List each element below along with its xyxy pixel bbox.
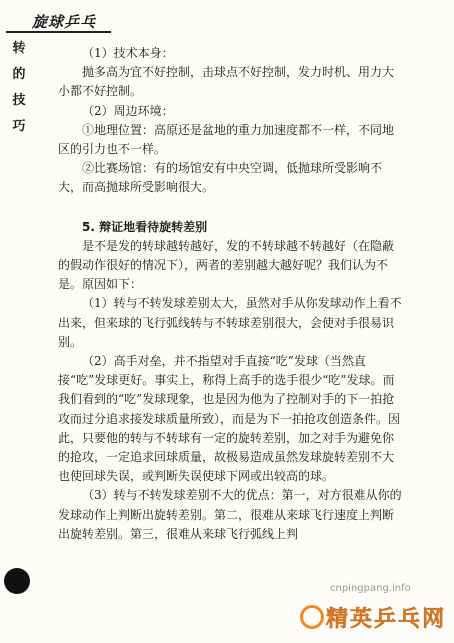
section-paragraph: （2）高手对垒，并不指望对手直接“吃”发球（当然直接“吃”发球更好。事实上，称得上高手的选手很少“吃”发球。而我们看到的“吃”发球现象，也是因为他为了控制对手的下一拍抢攻而过分追求接发球质量所致），而是为下一拍抢攻创造条件。因此，只要他的转与不转球有一定的旋转差别，加之对手为避免你的抢攻，一定追求回球质量，故极易造成虽然发球旋转差别不大也使回球失误，或判断失误使球下网或出较高的球。 [58,354,401,484]
body-paragraph: （2）周边环境： [82,103,174,118]
header-rule [6,31,111,33]
page-corner-mark [4,568,30,594]
body-paragraph: ②比赛场馆：有的场馆安有中央空调，低抛球所受影响不大，而高抛球所受影响很大。 [58,161,383,195]
side-title-char: 巧 [12,119,26,134]
watermark-logo-char: 网 [422,606,445,632]
page-body [58,44,404,544]
side-title-char: 技 [12,93,26,108]
ping-pong-ball-icon [300,605,324,629]
watermark-logo-char: 乓 [398,606,421,632]
side-title-char: 转 [12,41,26,56]
watermark-logo-char: 精 [326,606,349,632]
section-heading: 5. 辩证地看待旋转差别 [82,219,208,234]
body-paragraph: ①地理位置：高原还是盆地的重力加速度都不一样，不同地区的引力也不一样。 [58,122,395,157]
body-paragraph: （1）技术本身： [82,46,174,60]
side-title-char: 的 [12,67,26,82]
side-title [10,36,28,140]
running-header [4,6,114,34]
section-paragraph: 是不是发的转球越转越好，发的不转球越不转越好（在隐蔽的假动作很好的情况下），两者的差别越大越好呢？我们认为不是。原因如下： [58,238,395,292]
watermark-logo-char: 乒 [374,606,397,632]
watermark-url: cnpingpang.info [330,583,411,594]
section-paragraph: （1）转与不转发球差别太大，虽然对手从你发球动作上看不出来，但来球的飞行弧线转与不转球差别很大，会使对手很易识别。 [58,296,402,349]
watermark-logo-char: 英 [350,606,373,632]
header-title: 旋球乒乓 [32,13,97,31]
body-paragraph: 抛多高为宜不好控制，击球点不好控制，发力时机、用力大小都不好控制。 [58,65,395,99]
watermark-logo [300,596,450,638]
section-paragraph: （3）转与不转发球差别不大的优点：第一，对方很难从你的发球动作上判断出旋转差别。第二，很难从来球飞行速度上判断出旋转差别。第三，很难从来球飞行弧线上判 [58,488,402,541]
